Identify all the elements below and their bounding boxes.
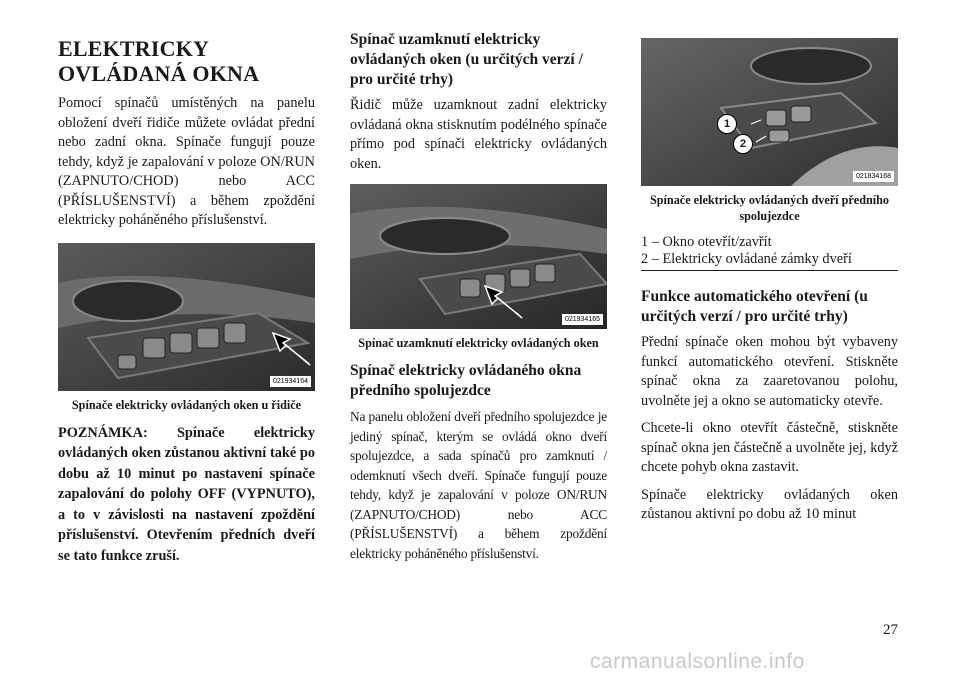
passenger-door-switches-photo [641, 38, 898, 186]
figure-code: 021834168 [853, 171, 894, 182]
column-right [641, 30, 898, 533]
passenger-switch-paragraph: Na panelu obložení dveří předního spolujezdce je jediný spínač, kterým se ovládá okno dveří spolujezdce, a sada spínačů pro zamknutí / odemknutí všech dveří. Spínače fungují pouze tehdy, když je zapalování v poloze ON/RUN (ZAPNUTO/CHOD) nebo ACC (PŘÍSLUŠENSTVÍ) a během zpoždění elektricky poháněného příslušenství. [350, 409, 607, 561]
auto-down-paragraph-2: Chcete-li okno otevřít částečně, stiskněte spínač okna jen částečně a uvolněte jej, když chcete pohyb okna zastavit. [641, 420, 898, 475]
column-middle [350, 30, 607, 571]
intro-paragraph: Pomocí spínačů umístěných na panelu obložení dveří řidiče můžete ovládat přední nebo zadní okna. Spínače fungují pouze tehdy, když je zapalování v poloze ON/RUN (ZAPNUTO/CHOD) nebo ACC (PŘÍSLUŠENSTVÍ) a během zpoždění elektricky poháněného příslušenství. [58, 95, 315, 228]
callout-2: 2 [733, 134, 753, 154]
legend-item-2: 2 – Elektricky ovládané zámky dveří [641, 251, 852, 267]
legend-divider [641, 270, 898, 271]
page-number: 27 [883, 622, 898, 638]
callout-1: 1 [717, 114, 737, 134]
column-left [58, 30, 315, 566]
figure-code: 021934164 [270, 376, 311, 387]
window-lockout-switch-photo [350, 184, 607, 329]
heading-auto-down-feature: Funkce automatického otevření (u určitých verzí / pro určité trhy) [641, 288, 868, 325]
figure-caption-passenger-switches: Spínače elektricky ovládaných dveří předního spolujezdce [649, 193, 890, 223]
heading-passenger-window-switch: Spínač elektricky ovládaného okna předního spolujezdce [350, 362, 582, 399]
note-paragraph: POZNÁMKA: Spínače elektricky ovládaných oken zůstanou aktivní také po dobu až 10 minut po nastavení spínače zapalování do polohy OFF (VYPNUTO), a to v závislosti na nastavení zpoždění příslušenství. Otevřením předních dveří se tato funkce zruší. [58, 424, 315, 564]
lockout-paragraph: Řidič může uzamknout zadní elektricky ovládaná okna stisknutím podélného spínače přímo pod spínači elektricky ovládaných oken. [350, 97, 607, 172]
figure-caption-lockout-switch: Spínač uzamknutí elektricky ovládaných oken [358, 336, 599, 350]
legend-item-1: 1 – Okno otevřít/zavřít [641, 234, 772, 250]
heading-window-lockout-switch: Spínač uzamknutí elektricky ovládaných oken (u určitých verzí / pro určité trhy) [350, 31, 583, 88]
section-heading-power-windows: ELEKTRICKY OVLÁDANÁ OKNA [58, 36, 260, 86]
driver-window-switches-photo [58, 243, 315, 391]
auto-down-paragraph-3: Spínače elektricky ovládaných oken zůstanou aktivní po dobu až 10 minut [641, 486, 898, 522]
auto-down-paragraph-1: Přední spínače oken mohou být vybaveny funkcí automatického otevření. Stiskněte spínač okna za zaaretovanou polohu, uvolněte jej a okno se automaticky otevře. [641, 334, 898, 409]
watermark-text: carmanualsonline.info [590, 650, 805, 673]
figure-caption-driver-switches: Spínače elektricky ovládaných oken u řidiče [71, 397, 302, 412]
figure-code: 021934165 [562, 314, 603, 325]
